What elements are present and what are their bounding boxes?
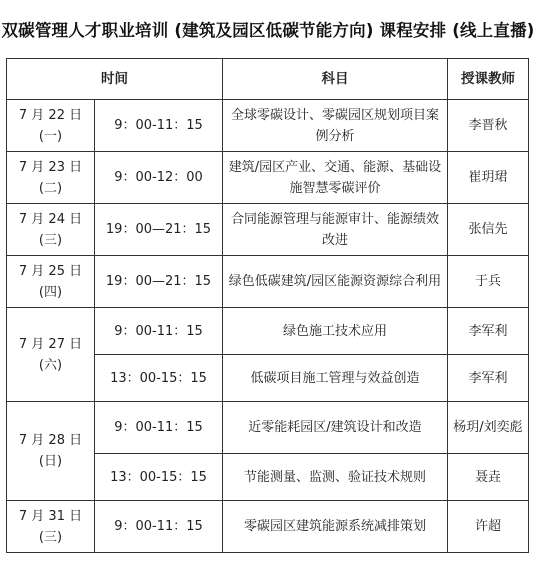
table-row <box>7 501 529 553</box>
subject-cell: 绿色低碳建筑/园区能源资源综合利用 <box>223 256 448 308</box>
schedule-table <box>6 58 529 553</box>
table-row <box>7 402 529 454</box>
date-label: 7 月 24 日 <box>18 211 83 227</box>
weekday-label: (三) <box>38 232 63 248</box>
subject-cell: 合同能源管理与能源审计、能源绩效改进 <box>223 204 448 256</box>
date-cell <box>7 152 95 204</box>
date-label: 7 月 31 日 <box>18 508 83 524</box>
weekday-label: (日) <box>38 454 63 469</box>
page-title: 双碳管理人才职业培训 (建筑及园区低碳节能方向) 课程安排 (线上直播) <box>1 21 535 40</box>
header-subject: 科目 <box>223 59 448 100</box>
teacher-cell: 杨玥/刘奕彪 <box>448 402 529 454</box>
weekday-label: (三) <box>38 529 63 545</box>
date-label: 7 月 23 日 <box>18 159 83 175</box>
table-row <box>7 256 529 308</box>
date-cell <box>7 402 95 501</box>
time-cell: 9：00-11：15 <box>95 501 223 553</box>
table-row <box>7 204 529 256</box>
time-cell: 9：00-11：15 <box>95 402 223 454</box>
subject-cell: 绿色施工技术应用 <box>223 308 448 355</box>
teacher-cell: 李晋秋 <box>448 100 529 152</box>
subject-cell: 节能测量、监测、验证技术规则 <box>223 454 448 501</box>
date-label: 7 月 27 日 <box>18 336 83 352</box>
time-cell: 19：00—21：15 <box>95 204 223 256</box>
weekday-label: (六) <box>38 357 63 373</box>
time-cell: 9：00-12：00 <box>95 152 223 204</box>
date-cell <box>7 501 95 553</box>
subject-cell: 零碳园区建筑能源系统减排策划 <box>223 501 448 553</box>
date-cell <box>7 100 95 152</box>
table-row <box>7 100 529 152</box>
time-cell: 9：00-11：15 <box>95 100 223 152</box>
header-time: 时间 <box>7 59 223 100</box>
header-row <box>7 59 529 100</box>
time-cell: 13：00-15：15 <box>95 355 223 402</box>
header-teacher: 授课教师 <box>448 59 529 100</box>
date-cell <box>7 256 95 308</box>
table-row <box>7 308 529 355</box>
weekday-label: (四) <box>38 284 63 300</box>
weekday-label: (一) <box>38 128 63 144</box>
weekday-label: (二) <box>38 180 63 196</box>
teacher-cell: 崔玥珺 <box>448 152 529 204</box>
subject-cell: 全球零碳设计、零碳园区规划项目案例分析 <box>223 100 448 152</box>
time-cell: 13：00-15：15 <box>95 454 223 501</box>
teacher-cell: 聂垚 <box>448 454 529 501</box>
teacher-cell: 许超 <box>448 501 529 553</box>
teacher-cell: 张信先 <box>448 204 529 256</box>
teacher-cell: 于兵 <box>448 256 529 308</box>
teacher-cell: 李军利 <box>448 308 529 355</box>
time-cell: 9：00-11：15 <box>95 308 223 355</box>
subject-cell: 低碳项目施工管理与效益创造 <box>223 355 448 402</box>
table-row <box>7 152 529 204</box>
date-cell <box>7 204 95 256</box>
time-cell: 19：00—21：15 <box>95 256 223 308</box>
teacher-cell: 李军利 <box>448 355 529 402</box>
subject-cell: 近零能耗园区/建筑设计和改造 <box>223 402 448 454</box>
date-label: 7 月 22 日 <box>18 107 83 123</box>
date-label: 7 月 25 日 <box>18 263 83 279</box>
date-label: 7 月 28 日 <box>18 433 83 448</box>
subject-cell: 建筑/园区产业、交通、能源、基础设施智慧零碳评价 <box>223 152 448 204</box>
date-cell <box>7 308 95 402</box>
